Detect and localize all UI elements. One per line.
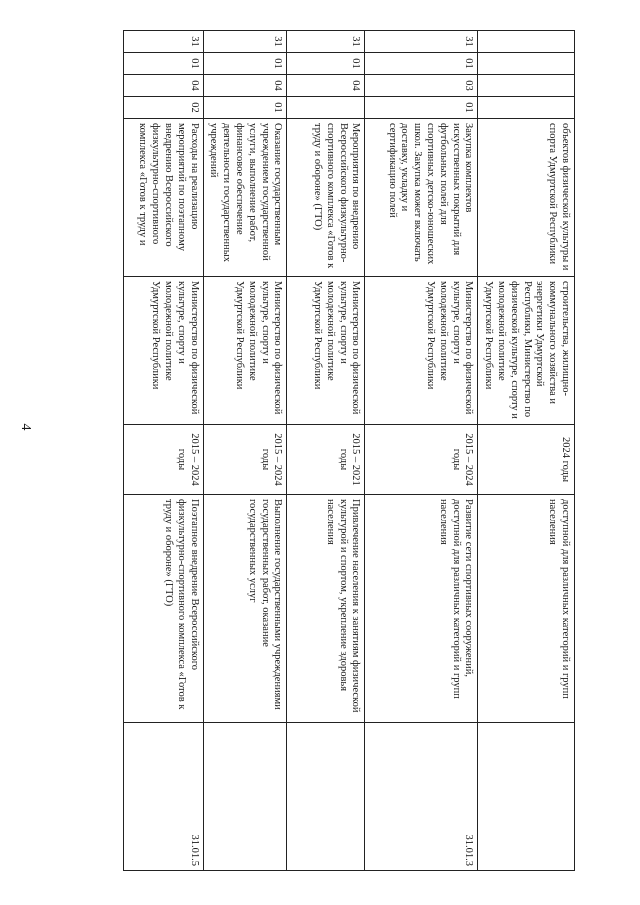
m-code-cell (478, 97, 575, 119)
executor-cell: Министерство по физической культуре, спорту и молодежной политике Удмуртской Республики (365, 277, 478, 425)
table-row (365, 31, 478, 871)
indicators-cell (203, 723, 287, 871)
om-code-cell (478, 75, 575, 97)
executor-cell: Министерство по физической культуре, спорту и молодежной политике Удмуртской Республики (123, 277, 203, 425)
page-number: 4 (18, 423, 33, 431)
rotated-table-container (75, 30, 575, 870)
measure-name-cell: Расходы на реализацию мероприятий по поэтапному внедрению Всероссийского физкультурно-спортивного комплекса «Готов к труду и (123, 119, 203, 277)
years-cell: 2015 – 2024 годы (123, 425, 203, 495)
pp-code-cell: 01 (123, 53, 203, 75)
om-code-cell: 04 (203, 75, 287, 97)
table-row (287, 31, 365, 871)
program-measures-table (123, 30, 575, 871)
pp-code-cell (478, 53, 575, 75)
years-cell: 2015 – 2021 годы (287, 425, 365, 495)
gp-code-cell: 31 (287, 31, 365, 53)
gp-code-cell (478, 31, 575, 53)
measure-name-cell: Закупка комплектов искусственных покрытий для футбольных полей для спортивных детско-юношеских школ. Закупка может включать доставку, укладку и сертификацию полей (365, 119, 478, 277)
table-row (478, 31, 575, 871)
gp-code-cell: 31 (203, 31, 287, 53)
expected-result-cell: Выполнение государственными учреждениями государственных работ, оказание государственных услуг (203, 495, 287, 723)
indicators-cell (287, 723, 365, 871)
measure-name-cell: объектов физической культуры и спорта Удмуртской Республики (478, 119, 575, 277)
m-code-cell: 01 (203, 97, 287, 119)
pp-code-cell: 01 (203, 53, 287, 75)
m-code-cell (287, 97, 365, 119)
executor-cell: строительства, жилищно-коммунального хозяйства и энергетики Удмуртской Республики, Министерство по физической культуре, спорту и молодежной политике Удмуртской Республики (478, 277, 575, 425)
executor-cell: Министерство по физической культуре, спорту и молодежной политике Удмуртской Республики (203, 277, 287, 425)
table-row (123, 31, 203, 871)
measure-name-cell: Мероприятия по внедрению Всероссийского физкультурно-спортивного комплекса «Готов к труду и обороне» (ГТО) (287, 119, 365, 277)
m-code-cell: 02 (123, 97, 203, 119)
years-cell: 2015 – 2024 годы (365, 425, 478, 495)
indicators-cell: 31.01.3 (365, 723, 478, 871)
table-row (203, 31, 287, 871)
executor-cell: Министерство по физической культуре, спорту и молодежной политике Удмуртской Республики (287, 277, 365, 425)
om-code-cell: 04 (287, 75, 365, 97)
pp-code-cell: 01 (287, 53, 365, 75)
pp-code-cell: 01 (365, 53, 478, 75)
years-cell: 2015 – 2024 годы (203, 425, 287, 495)
measure-name-cell: Оказание государственным учреждением государственной услуги, выполнение работ, финансовое обеспечение деятельности государственных учреждений (203, 119, 287, 277)
indicators-cell: 31.01.5 (123, 723, 203, 871)
gp-code-cell: 31 (123, 31, 203, 53)
expected-result-cell: Развитие сети спортивных сооружений, доступной для различных категорий и групп населения (365, 495, 478, 723)
gp-code-cell: 31 (365, 31, 478, 53)
om-code-cell: 03 (365, 75, 478, 97)
expected-result-cell: Поэтапное внедрение Всероссийского физкультурно-спортивного комплекса «Готов к труду и обороне» (ГТО) (123, 495, 203, 723)
years-cell: 2024 годы (478, 425, 575, 495)
m-code-cell: 01 (365, 97, 478, 119)
om-code-cell: 04 (123, 75, 203, 97)
expected-result-cell: доступной для различных категорий и групп населения (478, 495, 575, 723)
indicators-cell (478, 723, 575, 871)
expected-result-cell: Привлечение населения к занятиям физической культурой и спортом, укрепление здоровья населения (287, 495, 365, 723)
